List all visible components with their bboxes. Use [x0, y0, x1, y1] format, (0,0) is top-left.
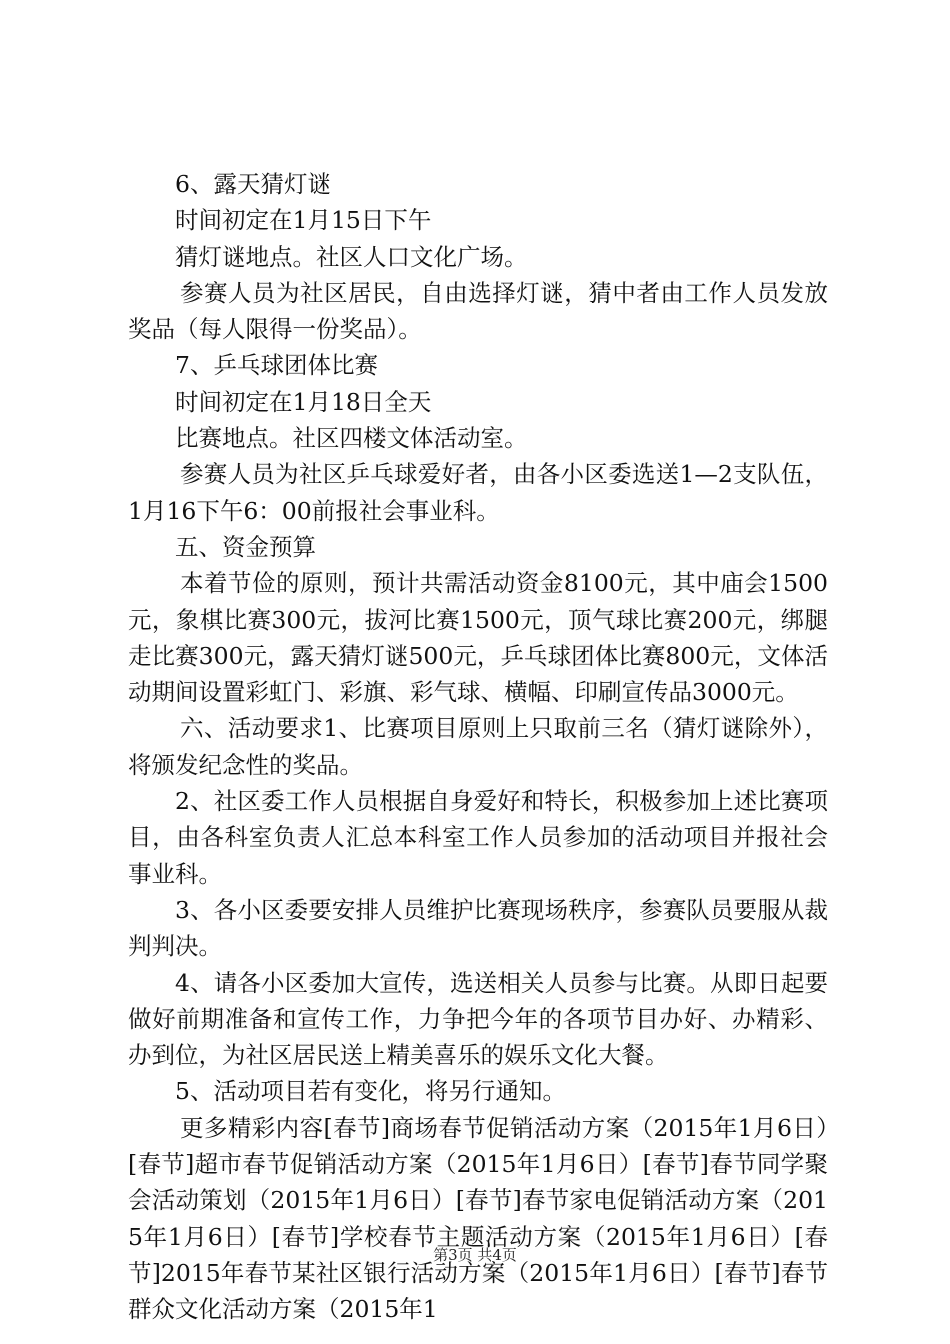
requirements-paragraph-4: 4、请各小区委加大宣传，选送相关人员参与比赛。从即日起要做好前期准备和宣传工作，力争把今年的各项节目办好、办精彩、办到位，为社区居民送上精美喜乐的娱乐文化大餐。 [128, 968, 828, 1070]
lantern-participants: 参赛人员为社区居民，自由选择灯谜，猜中者由工作人员发放奖品（每人限得一份奖品）。 [128, 278, 828, 344]
requirements-paragraph-5: 5、活动项目若有变化，将另行通知。 [175, 1077, 566, 1106]
document-body [128, 166, 828, 1328]
table-tennis-location: 比赛地点。社区四楼文体活动室。 [175, 424, 528, 453]
lantern-time: 时间初定在1月15日下午 [175, 206, 432, 235]
budget-paragraph: 本着节俭的原则，预计共需活动资金8100元，其中庙会1500元，象棋比赛300元，拔河比赛1500元，顶气球比赛200元，绑腿走比赛300元，露天猜灯谜500元，乒乓球团体比赛800元，文体活动期间设置彩虹门、彩旗、彩气球、横幅、印刷宣传品3000元。 [128, 569, 828, 707]
more-content-paragraph: 更多精彩内容[春节]商场春节促销活动方案（2015年1月6日）[春节]超市春节促销活动方案（2015年1月6日）[春节]春节同学聚会活动策划（2015年1月6日）[春节]春节家电促销活动方案（2015年1月6日）[春节]学校春节主题活动方案（2015年1月6日）[春节]2015年春节某社区银行活动方案（2015年1月6日）[春节]春节群众文化活动方案（2015年1 [128, 1113, 828, 1324]
lantern-location: 猜灯谜地点。社区人口文化广场。 [175, 242, 528, 271]
requirements-paragraph-3: 3、各小区委要安排人员维护比赛现场秩序，参赛队员要服从裁判判决。 [128, 895, 828, 961]
requirements-paragraph-2: 2、社区委工作人员根据自身爱好和特长，积极参加上述比赛项目，由各科室负责人汇总本科室工作人员参加的活动项目并报社会事业科。 [128, 787, 828, 888]
table-tennis-time: 时间初定在1月18日全天 [175, 387, 432, 416]
item-heading-lantern-riddles: 6、露天猜灯谜 [175, 170, 331, 198]
requirements-paragraph-1: 六、活动要求1、比赛项目原则上只取前三名（猜灯谜除外），将颁发纪念性的奖品。 [128, 714, 828, 779]
item-heading-table-tennis: 7、乒乓球团体比赛 [175, 351, 378, 380]
table-tennis-participants: 参赛人员为社区乒乓球爱好者，由各小区委选送1—2支队伍，1月16下午6：00前报社会事业科。 [128, 460, 828, 525]
section-heading-budget: 五、资金预算 [175, 532, 316, 561]
page-number-footer: 第3页 共4页 [433, 1246, 517, 1264]
